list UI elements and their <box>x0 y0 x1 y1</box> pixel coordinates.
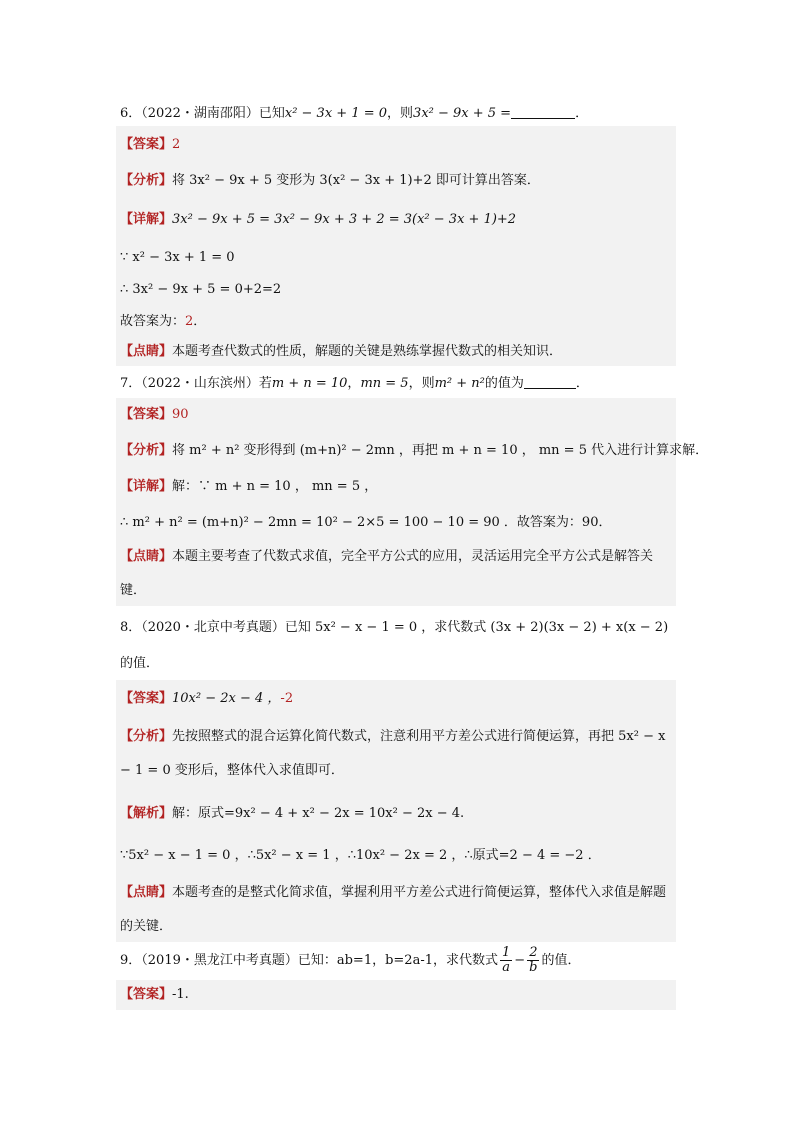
question-7-comma: ， <box>347 376 361 391</box>
question-7-comment <box>120 540 676 608</box>
question-6-answer <box>120 135 676 155</box>
comment-text: 本题主要考查了代数式求值，完全平方公式的应用，灵活运用完全平方公式是解答关键． <box>120 549 654 598</box>
detail-text: 解：原式=9x² − 4 + x² − 2x = 10x² − 2x − 4. <box>172 806 465 821</box>
question-8-answer <box>120 689 676 709</box>
question-6-because-line: ∵ x² − 3x + 1 = 0 <box>120 250 235 265</box>
answer-value: -1. <box>172 987 189 1002</box>
answer-tag: 【答案】 <box>120 137 173 152</box>
question-6-connector: ，则 <box>387 106 414 121</box>
minus-sign: − <box>514 953 526 968</box>
question-6-expression: 3x² − 9x + 5 = <box>413 106 512 121</box>
fraction-two-over-b <box>527 946 539 975</box>
question-9-answer <box>120 985 676 1005</box>
question-6-conclusion <box>120 312 676 332</box>
question-7-connector: ，则 <box>408 376 435 391</box>
fraction-denominator: b <box>529 960 538 975</box>
analysis-tag: 【分析】 <box>120 729 173 744</box>
fraction-numerator: 2 <box>529 945 538 960</box>
question-7-source: 7．（2022・山东滨州）若 <box>120 376 272 391</box>
answer-value: -2 <box>280 691 294 706</box>
question-7-detail <box>120 477 676 497</box>
detail-tag: 【详解】 <box>120 479 173 494</box>
question-7-stem <box>120 374 676 394</box>
question-8-comment <box>120 876 676 944</box>
question-6-equation: x² − 3x + 1 = 0 <box>284 106 388 121</box>
question-6-comment <box>120 342 676 362</box>
question-7-equation-2: mn = 5 <box>360 376 409 391</box>
comment-tag: 【点睛】 <box>120 549 173 564</box>
conclusion-end: ． <box>193 314 207 329</box>
conclusion-text: 故答案为： <box>120 314 186 329</box>
question-6-source: 6．（2022・湖南邵阳）已知 <box>120 106 285 121</box>
answer-blank <box>511 104 575 119</box>
question-7-answer <box>120 405 676 425</box>
answer-expression: 10x² − 2x − 4 ， <box>172 691 281 706</box>
question-8-analysis <box>120 720 676 788</box>
question-9-stem <box>120 946 676 976</box>
question-6-analysis <box>120 171 676 191</box>
conclusion-value: 2 <box>185 314 194 329</box>
answer-value: 90 <box>172 407 189 422</box>
question-6-detail <box>120 210 676 230</box>
comment-tag: 【点睛】 <box>120 344 173 359</box>
fraction-one-over-a <box>500 946 512 975</box>
analysis-tag: 【分析】 <box>120 173 173 188</box>
analysis-text: 先按照整式的混合运算化简代数式，注意利用平方差公式进行简便运算，再把 5x² − x − 1 = 0 变形后，整体代入求值即可． <box>120 729 666 778</box>
comment-text: 本题考查代数式的性质，解题的关键是熟练掌握代数式的相关知识． <box>172 344 563 359</box>
answer-blank <box>524 374 576 389</box>
question-8-because-line: ∵5x² − x − 1 = 0 ，∴5x² − x = 1 ，∴10x² − 2x = 2 ，∴原式=2 − 4 = −2 ． <box>120 848 601 863</box>
question-7-equation-1: m + n = 10 <box>271 376 348 391</box>
question-7-therefore-line: ∴ m² + n² = (m+n)² − 2mn = 10² − 2×5 = 100 − 10 = 90 ．故答案为：90． <box>120 515 612 530</box>
question-9-source: 9．（2019・黑龙江中考真题）已知：ab=1，b=2a-1，求代数式 <box>120 953 498 968</box>
detail-text: 3x² − 9x + 5 = 3x² − 9x + 3 + 2 = 3(x² − 3x + 1)+2 <box>172 212 517 227</box>
question-7-ask: 的值为 <box>484 376 524 391</box>
analysis-text: 将 3x² − 9x + 5 变形为 3(x² − 3x + 1)+2 即可计算出答案． <box>172 173 540 188</box>
analysis-tag: 【分析】 <box>120 443 173 458</box>
question-8-detail <box>120 804 676 824</box>
question-7-end: ． <box>575 376 589 391</box>
detail-tag: 【解析】 <box>120 806 173 821</box>
question-9-end: 的值． <box>541 953 581 968</box>
answer-value: 2 <box>172 137 181 152</box>
question-7-analysis <box>120 441 709 461</box>
detail-tag: 【详解】 <box>120 212 173 227</box>
answer-tag: 【答案】 <box>120 407 173 422</box>
question-7-expression: m² + n² <box>434 376 485 391</box>
comment-text: 本题考查的是整式化简求值，掌握利用平方差公式进行简便运算，整体代入求值是解题的关键． <box>120 885 667 934</box>
answer-tag: 【答案】 <box>120 691 173 706</box>
fraction-numerator: 1 <box>502 945 511 960</box>
question-6-therefore-line: ∴ 3x² − 9x + 5 = 0+2=2 <box>120 282 282 297</box>
answer-tag: 【答案】 <box>120 987 173 1002</box>
comment-tag: 【点睛】 <box>120 885 173 900</box>
question-6-end: ． <box>575 106 589 121</box>
question-8-stem: 8．（2020・北京中考真题）已知 5x² − x − 1 = 0 ，求代数式 (3x + 2)(3x − 2) + x(x − 2) 的值． <box>120 620 669 671</box>
detail-text: 解：∵ m + n = 10 ， mn = 5 ， <box>172 479 378 494</box>
question-6-stem <box>120 104 676 124</box>
fraction-denominator: a <box>502 960 511 975</box>
analysis-text: 将 m² + n² 变形得到 (m+n)² − 2mn ，再把 m + n = 10 ， mn = 5 代入进行计算求解． <box>172 443 709 458</box>
